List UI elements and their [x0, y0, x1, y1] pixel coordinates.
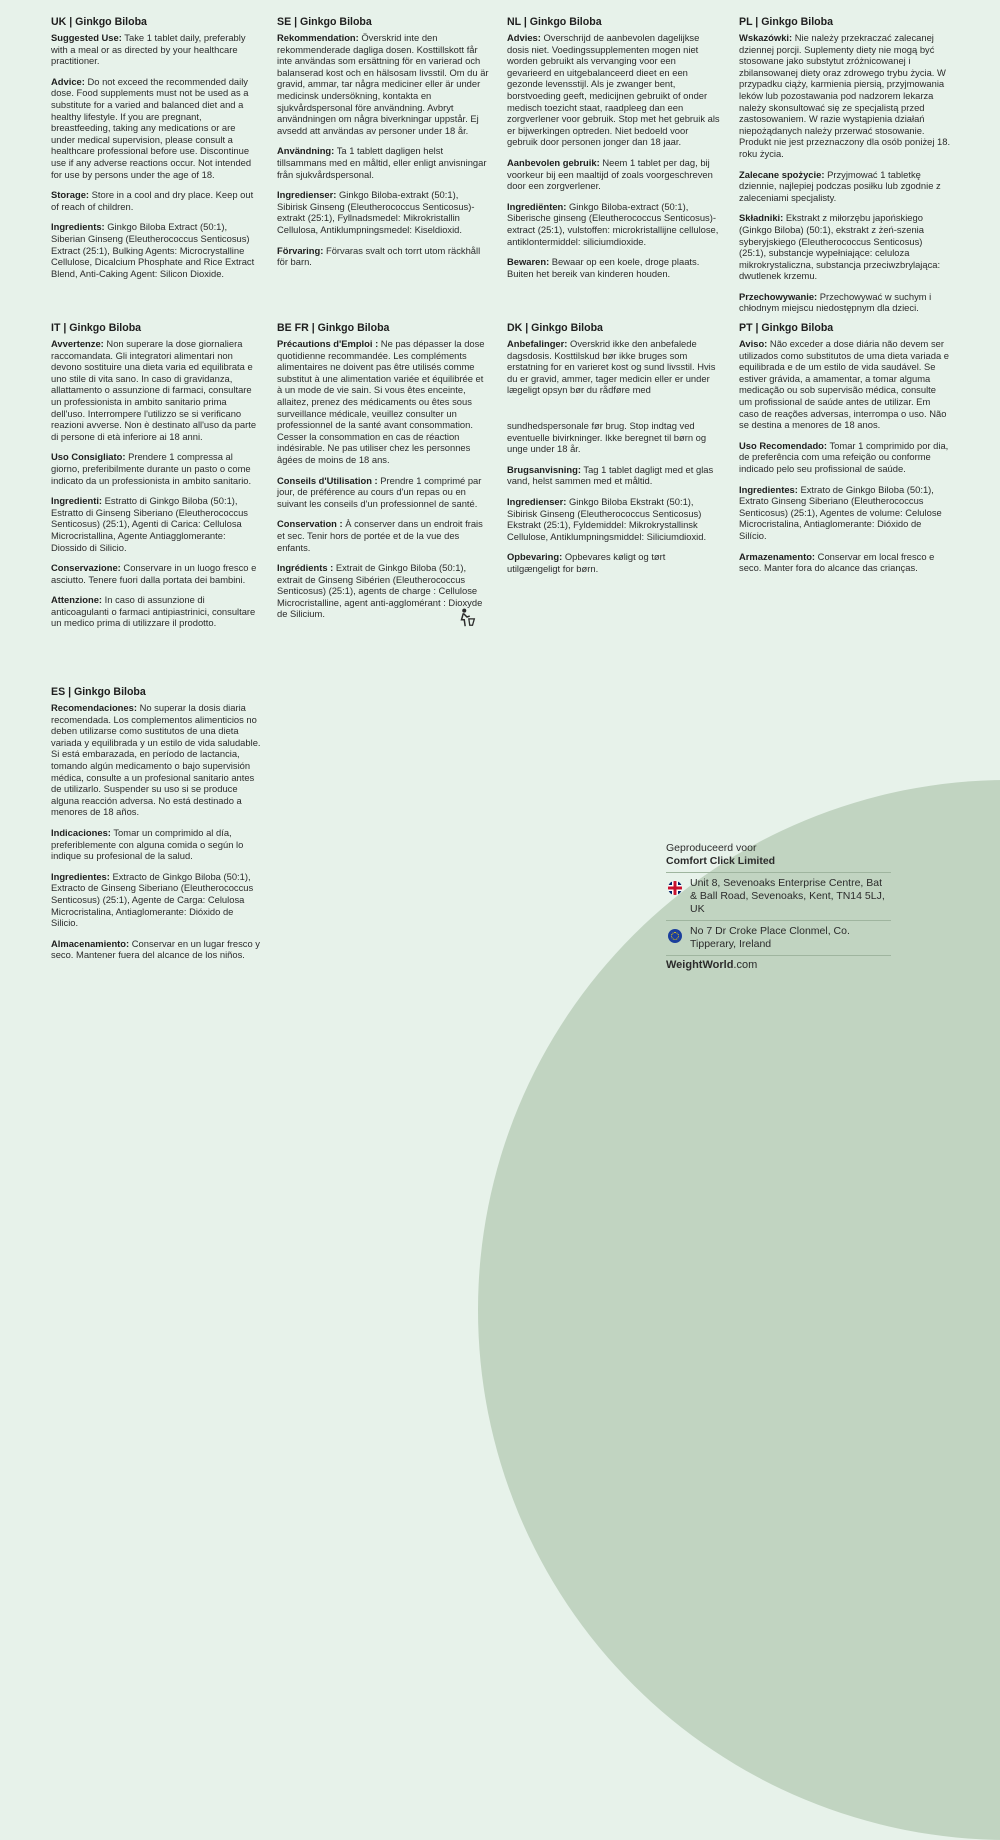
- storage: Opbevaring: Opbevares køligt og tørt utilgængeligt for børn.: [507, 551, 666, 574]
- usage: Användning: Ta 1 tablett dagligen helst tillsammans med en måltid, eller enligt anvisningar från sjukvårdspersonal.: [277, 145, 487, 180]
- section-title: PL | Ginkgo Biloba: [739, 16, 833, 28]
- ingredients: Ingredienti: Estratto di Ginkgo Biloba (50:1), Estratto di Ginseng Siberiano (Eleutherococcus Senticosus) (25:1), Agenti di Carica: Cellulosa Microcristallina, Agente Antiagglomerante: Diossido di Silicio.: [51, 495, 248, 553]
- storage: Storage: Store in a cool and dry place. Keep out of reach of children.: [51, 189, 254, 212]
- section-title: PT | Ginkgo Biloba: [739, 322, 834, 334]
- recommendations-continued: sundhedspersonale før brug. Stop indtag ved eventuelle bivirkninger. Ikke beregnet til børn og unge under 18 år.: [507, 419, 707, 455]
- storage: Förvaring: Förvaras svalt och torrt utom räckhåll för barn.: [277, 244, 481, 268]
- ie-address-row: [666, 920, 891, 955]
- advice: Advice: Do not exceed the recommended daily dose. Food supplements must not be used as a substitute for a varied and balanced diet and a healthy lifestyle. If you are pregnant, breastfeeding, taking any medications or are under medical supervision, please consult a healthcare professional before use. Discontinue use if any adverse reactions occur. Not intended for use by persons under the age of 18.: [51, 75, 252, 180]
- recycle-person-icon: [456, 606, 478, 628]
- uk-flag-icon: [668, 881, 682, 895]
- recommendations: Recomendaciones: No superar la dosis diaria recomendada. Los complementos alimenticios no deben utilizarse como sustitutos de una dieta variada y equilibrada y un estilo de vida saludable. Si está embarazada, en período de lactancia, tomando algún medicamento o bajo supervisión médica, consulte a un profesional sanitario antes de utilizarlo. Suspender su uso si se produce alguna reacción adversa. No está destinado a menores de 18 años.: [51, 702, 261, 818]
- section-se: [277, 16, 489, 277]
- storage: Przechowywanie: Przechowywać w suchym i chłodnym miejscu niedostępnym dla dzieci.: [739, 290, 932, 314]
- section-title: ES | Ginkgo Biloba: [51, 686, 146, 698]
- section-title: SE | Ginkgo Biloba: [277, 16, 372, 28]
- storage: Bewaren: Bewaar op een koele, droge plaats. Buiten het bereik van kinderen houden.: [507, 256, 700, 279]
- storage: Armazenamento: Conservar em local fresco e seco. Manter fora do alcance das crianças.: [739, 550, 935, 574]
- storage: Conservation : À conserver dans un endroit frais et sec. Tenir hors de portée et de la vue des enfants.: [277, 518, 483, 553]
- usage: Conseils d'Utilisation : Prendre 1 comprimé par jour, de préférence au cours d'un repas ou en suivant les conseils d'un professionnel de santé.: [277, 474, 482, 509]
- section-pt: [739, 322, 951, 583]
- recommended-use: Zalecane spożycie: Przyjmować 1 tabletkę dziennie, najlepiej podczas posiłku lub zgodnie z zaleceniami specjalisty.: [739, 168, 941, 203]
- brand-website: WeightWorld.com: [666, 955, 891, 972]
- recommendations: Anbefalinger: Overskrid ikke den anbefalede dagsdosis. Kosttilskud bør ikke bruges som erstatning for en varieret kost og sund livsstil. Hvis du er gravid, ammer, tager medicin eller er under lægeligt opsyn bør du rådføre med: [507, 338, 716, 396]
- recommended-use: Aanbevolen gebruik: Neem 1 tablet per dag, bij voorkeur bij een maaltijd of zoals voorgeschreven door een zorgverlener.: [507, 156, 713, 192]
- ingredients: Ingredients: Ginkgo Biloba Extract (50:1), Siberian Ginseng (Eleutherococcus Senticosus) Extract (25:1), Bulking Agents: Microcrystalline Cellulose, Dicalcium Phosphate and Rice Extract Blend, Anti-Caking Agent: Silicon Dioxide.: [51, 221, 255, 279]
- indications: Indicaciones: Tomar un comprimido al día, preferiblemente con alguna comida o según lo indique su profesional de la salud.: [51, 826, 244, 862]
- eu-flag-icon: [668, 929, 682, 943]
- produced-for-label: Geproduceerd voor: [666, 842, 757, 854]
- advice: Wskazówki: Nie należy przekraczać zalecanej dziennej porcji. Suplementy diety nie mogą być stosowane jako substytut zróżnicowanej i zbilansowanej diety oraz zdrowego trybu życia. W przypadku ciąży, karmienia piersią, przyjmowania leków lub pozostawania pod nadzorem lekarza należy skonsultować się ze specjalistą przed zastosowaniem. W razie wystąpienia działań niepożądanych należy przerwać stosowanie. Produkt nie jest przeznaczony dla osób poniżej 18. roku życia.: [739, 32, 951, 159]
- storage: Almacenamiento: Conservar en un lugar fresco y seco. Mantener fuera del alcance de los niños.: [51, 937, 260, 961]
- ingredients: Ingredientes: Extrato de Ginkgo Biloba (50:1), Extrato Ginseng Siberiano (Eleutherococcus Senticosus) (25:1), Agentes de volume: Celulose Microcristalina, Antiaglomerante: Dióxido de Silício.: [739, 483, 942, 541]
- uk-address-row: [666, 872, 891, 920]
- company-name: Comfort Click Limited: [666, 855, 776, 867]
- section-dk: [507, 322, 721, 584]
- ingredients: Ingrediënten: Ginkgo Biloba-extract (50:1), Siberische ginseng (Eleutherococcus Senticosus)-extract (25:1), vulstoffen: microkristallijne cellulose, antiklontermiddel: siliciumdioxide.: [507, 200, 719, 247]
- advice: Advies: Overschrijd de aanbevolen dagelijkse dosis niet. Voedingssupplementen mogen niet worden gebruikt als vervanging voor een gevarieerd en uitgebalanceerd dieet en een gezonde levensstijl. Als je zwanger bent, borstvoeding geeft, medicijnen gebruikt of onder medisch toezicht staat, raadpleeg dan een zorgverlener voor gebruik. Stop met het gebruik als er bijwerkingen optreden. Niet bedoeld voor gebruik door personen jonger dan 18 jaar.: [507, 32, 720, 148]
- recommendation: Rekommendation: Överskrid inte den rekommenderade dagliga dosen. Kosttillskott får inte användas som ersättning för en varierad och balanserad kost och en hälsosam livsstil. Om du är gravid, ammar, tar några mediciner eller är under medicinsk undersökning, kontakta en sjukvårdspersonal före användning. Avbryt användningen om några biverkningar uppstår. Ej avsedd att användas av personer under 18 år.: [277, 32, 489, 136]
- uk-address: Unit 8, Sevenoaks Enterprise Centre, Bat & Ball Road, Sevenoaks, Kent, TN14 5LJ, UK: [690, 877, 885, 915]
- ingredients: Ingredientes: Extracto de Ginkgo Biloba (50:1), Extracto de Ginseng Siberiano (Eleutherococcus Senticosus) (25:1), Agente de Carga: Celulosa Microcristalina, Antiaglomerante: Dióxido de Silicio.: [51, 870, 254, 929]
- section-title: IT | Ginkgo Biloba: [51, 322, 142, 334]
- section-it: [51, 322, 261, 638]
- section-pl: [739, 16, 951, 323]
- attention: Attenzione: In caso di assunzione di anticoagulanti o farmaci antipiastrinici, consultare un medico prima di utilizzare il prodotto.: [51, 594, 256, 629]
- section-es: [51, 686, 261, 970]
- ie-address: No 7 Dr Croke Place Clonmel, Co. Tipperary, Ireland: [690, 925, 850, 950]
- precautions: Précautions d'Emploi : Ne pas dépasser la dose quotidienne recommandée. Les compléments alimentaires ne doivent pas être utilisés comme substitut à une alimentation variée et équilibrée et à un mode de vie sain. Si vous êtes enceinte, allaitez, prenez des médicaments ou êtes sous surveillance médicale, veuillez consulter un professionnel de la santé avant consommation. Cesser la consommation en cas de réaction indésirable. Ne pas utiliser chez les personnes âgées de moins de 18 ans.: [277, 338, 485, 465]
- section-title: DK | Ginkgo Biloba: [507, 322, 603, 334]
- ingredients: Ingredienser: Ginkgo Biloba-extrakt (50:1), Sibirisk Ginseng (Eleutherococcus Senticosus)-extrakt (25:1), Fyllnadsmedel: Mikrokristallin Cellulosa, Antiklumpningsmedel: Kiseldioxid.: [277, 189, 475, 235]
- recommended-use: Uso Consigliato: Prendere 1 compressa al giorno, preferibilmente durante un pasto o come indicato da un professionista in ambito sanitario.: [51, 451, 252, 486]
- ingredients: Ingrédients : Extrait de Ginkgo Biloba (50:1), extrait de Ginseng Sibérien (Eleutherococcus Senticosus) (25:1), agents de charge : Cellulose Microcristalline, agent anti-agglomérant : Dioxyde de Silicium.: [277, 562, 483, 620]
- section-be-fr: [277, 322, 489, 629]
- ingredients: Ingredienser: Ginkgo Biloba Ekstrakt (50:1), Sibirisk Ginseng (Eleutherococcus Senticosus) Ekstrakt (25:1), Fyldemiddel: Mikrokrystallinsk Cellulose, Antiklumpningsmiddel: Siliciumdioxid.: [507, 495, 707, 542]
- manufacturer-info: [666, 842, 891, 972]
- warning: Aviso: Não exceder a dose diária não devem ser utilizados como substitutos de uma dieta variada e equilibrada e de um estilo de vida saudável. Se estiver grávida, a amamentar, a tomar alguma medicação ou sob supervisão médica, consulte um profissional de saúde antes de utilizar. Em caso de reações adversas, interrompa o uso. Não se destina a menores de 18 anos.: [739, 338, 950, 431]
- section-title: UK | Ginkgo Biloba: [51, 16, 147, 28]
- suggested-use: Suggested Use: Take 1 tablet daily, preferably with a meal or as directed by your healthcare practitioner.: [51, 32, 246, 67]
- storage: Conservazione: Conservare in un luogo fresco e asciutto. Tenere fuori dalla portata dei bambini.: [51, 562, 257, 585]
- section-title: NL | Ginkgo Biloba: [507, 16, 602, 28]
- recommended-use: Uso Recomendado: Tomar 1 comprimido por dia, de preferência com uma refeição ou conforme indicado pelo seu profissional de saúde.: [739, 439, 949, 474]
- ingredients: Składniki: Ekstrakt z miłorzębu japońskiego (Ginkgo Biloba) (50:1), ekstrakt z żeń-szenia syberyjskiego (Eleutherococcus Senticosus) (25:1), substancje wypełniające: celuloza mikrokrystaliczna, substancja przeciwzbrylająca: dwutlenek krzemu.: [739, 212, 941, 282]
- section-nl: [507, 16, 721, 288]
- section-uk: [51, 16, 261, 288]
- section-title: BE FR | Ginkgo Biloba: [277, 322, 390, 334]
- usage: Brugsanvisning: Tag 1 tablet dagligt med et glas vand, helst sammen med et måltid.: [507, 463, 714, 487]
- warnings: Avvertenze: Non superare la dose giornaliera raccomandata. Gli integratori alimentari non devono sostituire una dieta varia ed equilibrata e uno stile di vita sano. In caso di gravidanza, allattamento o assunzione di farmaci, consultare un professionista in ambito sanitario prima dell'uso. Interrompere l'utilizzo se si verificano reazioni avverse. Non è destinato all'uso da parte di persone di età inferiore ai 18 anni.: [51, 338, 257, 442]
